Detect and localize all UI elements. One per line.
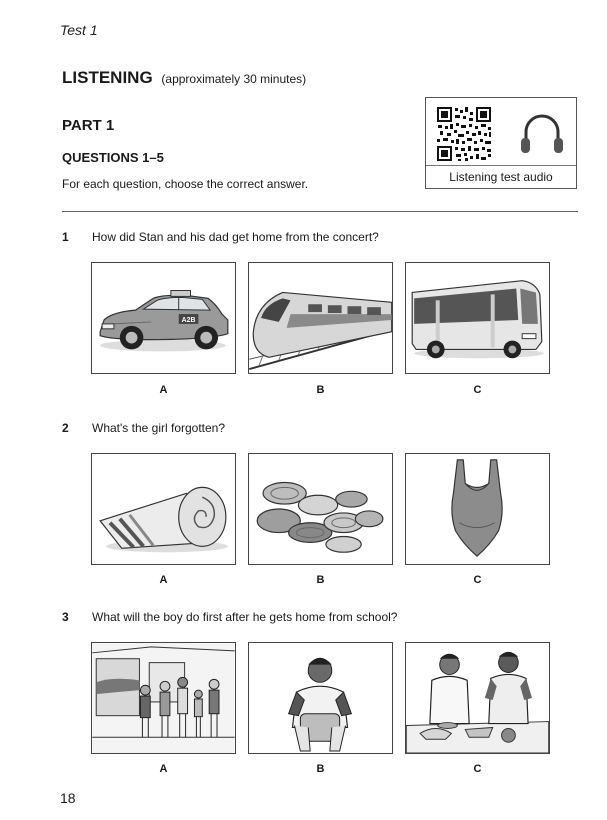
q1-option-c-bus-picture[interactable] xyxy=(405,262,550,374)
part-title: PART 1 xyxy=(62,117,115,134)
q1-option-b-train-picture[interactable] xyxy=(248,262,393,374)
q3-option-a-queue-picture[interactable] xyxy=(91,642,236,754)
question-2-number: 2 xyxy=(62,421,69,435)
questions-range: QUESTIONS 1–5 xyxy=(62,150,164,165)
q1-option-b-label: B xyxy=(316,384,325,396)
q2-option-b-label: B xyxy=(316,574,325,586)
section-subtitle: (approximately 30 minutes) xyxy=(161,72,307,86)
section-title: LISTENING xyxy=(62,68,153,87)
q3-option-a-label: A xyxy=(159,763,168,775)
q3-option-c-sandwich-picture[interactable] xyxy=(405,642,550,754)
question-3-number: 3 xyxy=(62,610,69,624)
instruction-text: For each question, choose the correct answer. xyxy=(62,177,309,191)
audio-box-caption: Listening test audio xyxy=(449,170,553,184)
question-1-text: How did Stan and his dad get home from the concert? xyxy=(92,230,379,244)
running-head: Test 1 xyxy=(60,22,98,38)
question-3-text: What will the boy do first after he gets home from school? xyxy=(92,610,398,624)
q2-option-c-label: C xyxy=(473,574,482,586)
qr-code-icon[interactable] xyxy=(436,106,492,162)
q3-option-b-label: B xyxy=(316,763,325,775)
question-1-number: 1 xyxy=(62,230,69,244)
q3-option-b-boy-picture[interactable] xyxy=(248,642,393,754)
q1-option-a-label: A xyxy=(159,384,168,396)
q3-option-c-label: C xyxy=(473,763,482,775)
taxi-sign-text: A2B xyxy=(181,316,196,324)
section-heading xyxy=(62,68,306,88)
q2-option-c-swimsuit-picture[interactable] xyxy=(405,453,550,565)
audio-box[interactable] xyxy=(425,97,577,189)
q2-option-b-coins-picture[interactable] xyxy=(248,453,393,565)
q2-option-a-towel-picture[interactable] xyxy=(91,453,236,565)
headphones-icon xyxy=(518,112,566,156)
question-2-text: What's the girl forgotten? xyxy=(92,421,226,435)
q1-option-c-label: C xyxy=(473,384,482,396)
page-number: 18 xyxy=(60,790,76,806)
q1-option-a-taxi-picture[interactable] xyxy=(91,262,236,374)
q2-option-a-label: A xyxy=(159,574,168,586)
section-divider xyxy=(62,211,578,212)
audio-box-divider xyxy=(426,165,576,166)
